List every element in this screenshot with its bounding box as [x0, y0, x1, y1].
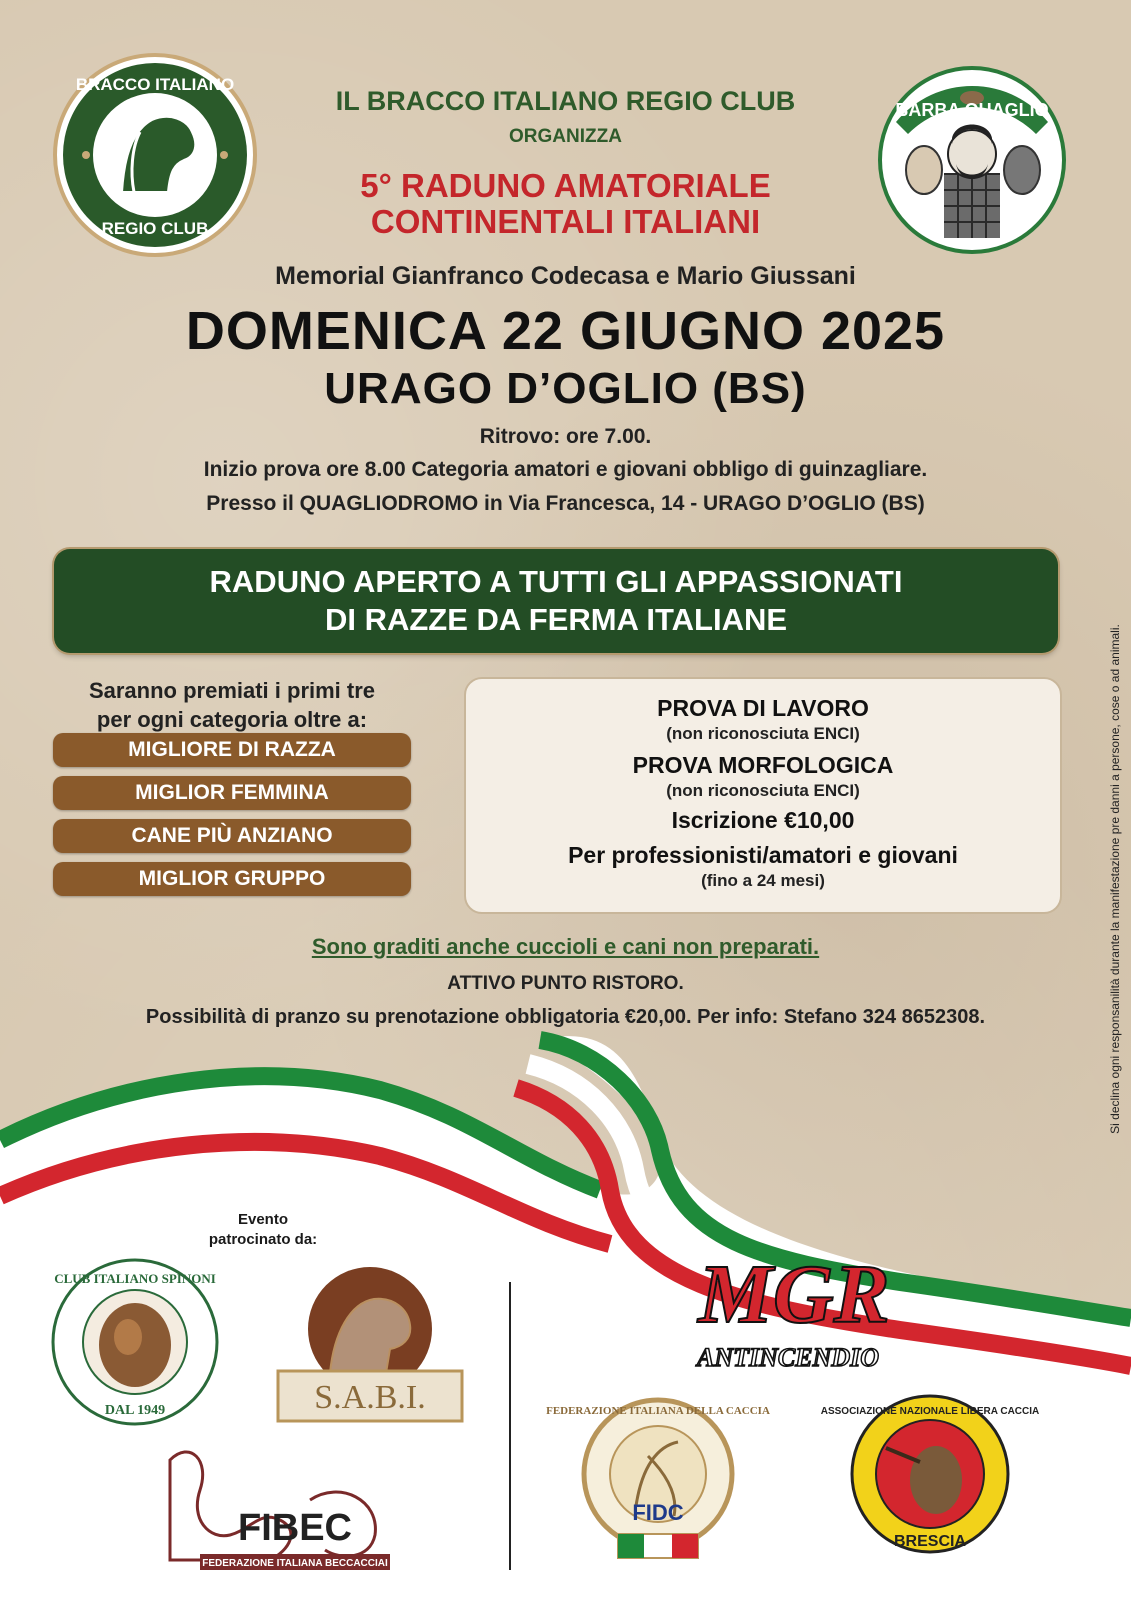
prova-morfologica: PROVA MORFOLOGICA [632, 752, 894, 778]
prize-pill: MIGLIOR FEMMINA [53, 776, 411, 810]
sponsor-heading [188, 1210, 338, 1250]
memorial-line: Memorial Gianfranco Codecasa e Mario Giussani [275, 262, 856, 290]
prova-lavoro: PROVA DI LAVORO [657, 695, 869, 721]
fibec-logo [150, 1440, 400, 1580]
fibec-text: FIBEC [238, 1507, 352, 1549]
spinoni-logo [50, 1257, 220, 1427]
ristoro-note: ATTIVO PUNTO RISTORO. [447, 973, 684, 994]
anlc-ring-text: ASSOCIAZIONE NAZIONALE LIBERA CACCIA [820, 1406, 1040, 1417]
event-date: DOMENICA 22 GIUGNO 2025 [185, 301, 946, 361]
cuccioli-note: Sono graditi anche cuccioli e cani non preparati. [311, 934, 820, 959]
organizza-label: ORGANIZZA [509, 126, 622, 147]
fidc-logo [546, 1386, 770, 1576]
pranzo-note: Possibilità di pranzo su prenotazione obbligatoria €20,00. Per info: Stefano 324 8652308. [145, 1006, 986, 1028]
sponsor-heading-line1: Evento [237, 1211, 288, 1228]
mgr-subtext: ANTINCENDIO [696, 1343, 880, 1372]
banner-line1: RADUNO APERTO A TUTTI GLI APPASSIONATI [209, 564, 903, 599]
prova-morfologica-note: (non riconosciuta ENCI) [666, 781, 860, 800]
iscrizione: Iscrizione €10,00 [671, 807, 855, 833]
fidc-ring-text: FEDERAZIONE ITALIANA DELLA CACCIA [546, 1405, 770, 1417]
anlc-logo [820, 1388, 1040, 1564]
event-title-line1: 5° RADUNO AMATORIALE [360, 167, 771, 204]
per-note: (fino a 24 mesi) [701, 871, 825, 890]
sponsor-heading-line2: patrocinato da: [208, 1231, 318, 1248]
prize-pill: CANE PIÙ ANZIANO [53, 819, 411, 853]
mgr-text: MGR [698, 1248, 890, 1341]
sponsor-divider [509, 1282, 511, 1570]
prize-intro [52, 676, 412, 734]
prova-info-box [464, 677, 1062, 914]
club-name: IL BRACCO ITALIANO REGIO CLUB [335, 86, 796, 116]
ritrovo-info: Ritrovo: ore 7.00. [479, 425, 652, 448]
presso-info: Presso il QUAGLIODROMO in Via Francesca, 14 - URAGO D’OGLIO (BS) [206, 492, 925, 515]
prova-lavoro-note: (non riconosciuta ENCI) [666, 724, 860, 743]
anlc-bottom-text: BRESCIA [893, 1533, 967, 1550]
prize-intro-line2: per ogni categoria oltre a: [96, 707, 368, 732]
disclaimer-text: Si declina ogni responsanilità durante la manifestazione pre danni a persone, cose o ad animali. [1108, 624, 1122, 1134]
spinoni-year: DAL 1949 [104, 1403, 166, 1418]
bracco-logo-bottom: REGIO CLUB [101, 219, 209, 238]
event-place: URAGO D’OGLIO (BS) [324, 364, 807, 413]
spinoni-ring-text: CLUB ITALIANO SPINONI [54, 1271, 216, 1286]
bracco-logo-top: BRACCO ITALIANO [75, 75, 235, 94]
inizio-info: Inizio prova ore 8.00 Categoria amatori e giovani obbligo di guinzagliare. [203, 458, 928, 481]
barba-logo-text: BARBA QUAGLIO [895, 100, 1049, 120]
open-to-all-banner [54, 549, 1058, 653]
fidc-text: FIDC [632, 1500, 684, 1525]
prize-pill: MIGLIORE DI RAZZA [53, 733, 411, 767]
mgr-logo [674, 1246, 914, 1376]
event-title [0, 168, 1131, 240]
prize-intro-line1: Saranno premiati i primi tre [88, 678, 376, 703]
event-title-line2: CONTINENTALI ITALIANI [370, 203, 761, 240]
banner-line2: DI RAZZE DA FERMA ITALIANE [324, 602, 788, 637]
sabi-logo [270, 1263, 470, 1427]
fibec-subtext: FEDERAZIONE ITALIANA BECCACCIAI [202, 1558, 388, 1569]
per-categorie: Per professionisti/amatori e giovani [568, 842, 958, 868]
prize-pill: MIGLIOR GRUPPO [53, 862, 411, 896]
sabi-text: S.A.B.I. [314, 1379, 426, 1416]
